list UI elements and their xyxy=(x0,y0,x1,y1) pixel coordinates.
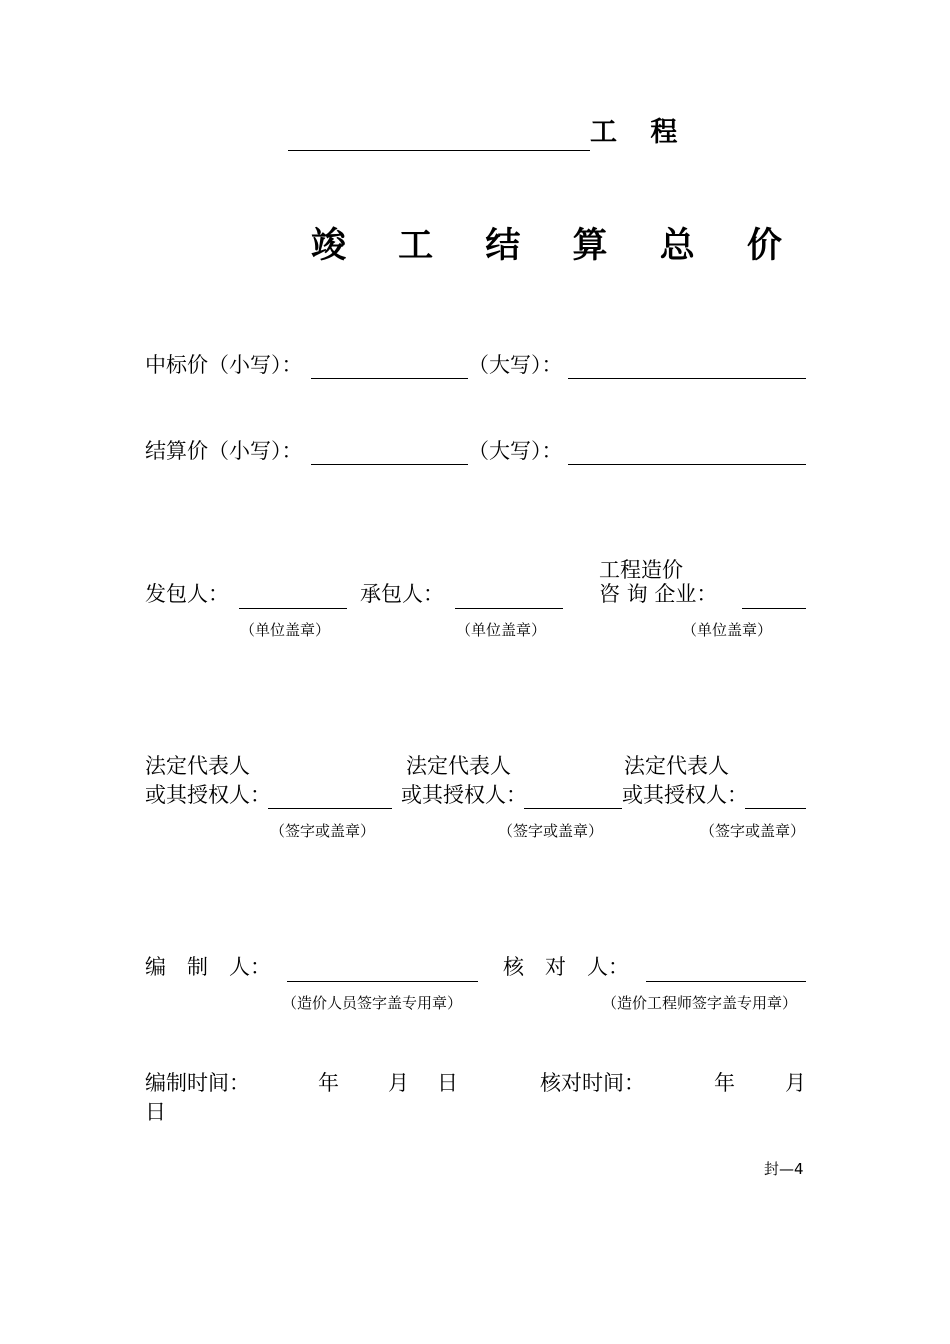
rep1-sign-field[interactable] xyxy=(268,808,392,809)
check-year: 年 xyxy=(714,1071,735,1095)
rep2-label-line2: 或其授权人： xyxy=(401,783,527,807)
check-day: 日 xyxy=(145,1100,166,1124)
check-month: 月 xyxy=(785,1071,806,1095)
project-name-line[interactable] xyxy=(288,150,590,151)
contractor-field[interactable] xyxy=(455,608,563,609)
compile-time-label: 编制时间： xyxy=(145,1071,250,1095)
rep1-label-line2: 或其授权人： xyxy=(145,783,271,807)
checker-field[interactable] xyxy=(646,981,806,982)
bid-price-large-field[interactable] xyxy=(568,378,806,379)
settle-price-large-field[interactable] xyxy=(568,464,806,465)
compiler-label: 编 制 人： xyxy=(145,955,271,979)
consult-field[interactable] xyxy=(742,608,806,609)
checker-note: （造价工程师签字盖专用章） xyxy=(602,994,798,1012)
compile-year: 年 xyxy=(318,1071,339,1095)
consult-label-line1: 工程造价 xyxy=(599,558,683,582)
compile-month: 月 xyxy=(388,1071,409,1095)
bid-price-large-label: （大写）： xyxy=(468,353,563,377)
checker-label: 核 对 人： xyxy=(503,955,629,979)
contractor-seal-note: （单位盖章） xyxy=(456,621,547,639)
compiler-note: （造价人员签字盖专用章） xyxy=(282,994,463,1012)
page-title: 竣 工 结 算 总 价 xyxy=(311,226,802,266)
employer-label: 发包人： xyxy=(145,582,229,606)
consult-label-line2: 咨 询 企业： xyxy=(599,582,718,606)
check-time-label: 核对时间： xyxy=(540,1071,645,1095)
bid-price-small-label: 中标价（小写）： xyxy=(145,353,303,377)
compiler-field[interactable] xyxy=(287,981,478,982)
compile-day: 日 xyxy=(437,1071,458,1095)
rep1-sign-note: （签字或盖章） xyxy=(270,822,376,840)
rep3-label-line1: 法定代表人 xyxy=(624,754,729,778)
rep2-label-line1: 法定代表人 xyxy=(406,754,511,778)
rep3-sign-note: （签字或盖章） xyxy=(700,822,806,840)
consult-seal-note: （单位盖章） xyxy=(682,621,773,639)
project-suffix: 工 程 xyxy=(590,117,690,148)
rep2-sign-field[interactable] xyxy=(524,808,622,809)
bid-price-small-field[interactable] xyxy=(311,378,468,379)
settle-price-small-label: 结算价（小写）： xyxy=(145,439,303,463)
page-code: 封—4 xyxy=(764,1160,804,1178)
settle-price-small-field[interactable] xyxy=(311,464,468,465)
rep3-label-line2: 或其授权人： xyxy=(622,783,748,807)
rep1-label-line1: 法定代表人 xyxy=(145,754,250,778)
employer-field[interactable] xyxy=(239,608,347,609)
rep2-sign-note: （签字或盖章） xyxy=(498,822,604,840)
rep3-sign-field[interactable] xyxy=(745,808,806,809)
employer-seal-note: （单位盖章） xyxy=(240,621,331,639)
contractor-label: 承包人： xyxy=(360,582,444,606)
settle-price-large-label: （大写）： xyxy=(468,439,563,463)
